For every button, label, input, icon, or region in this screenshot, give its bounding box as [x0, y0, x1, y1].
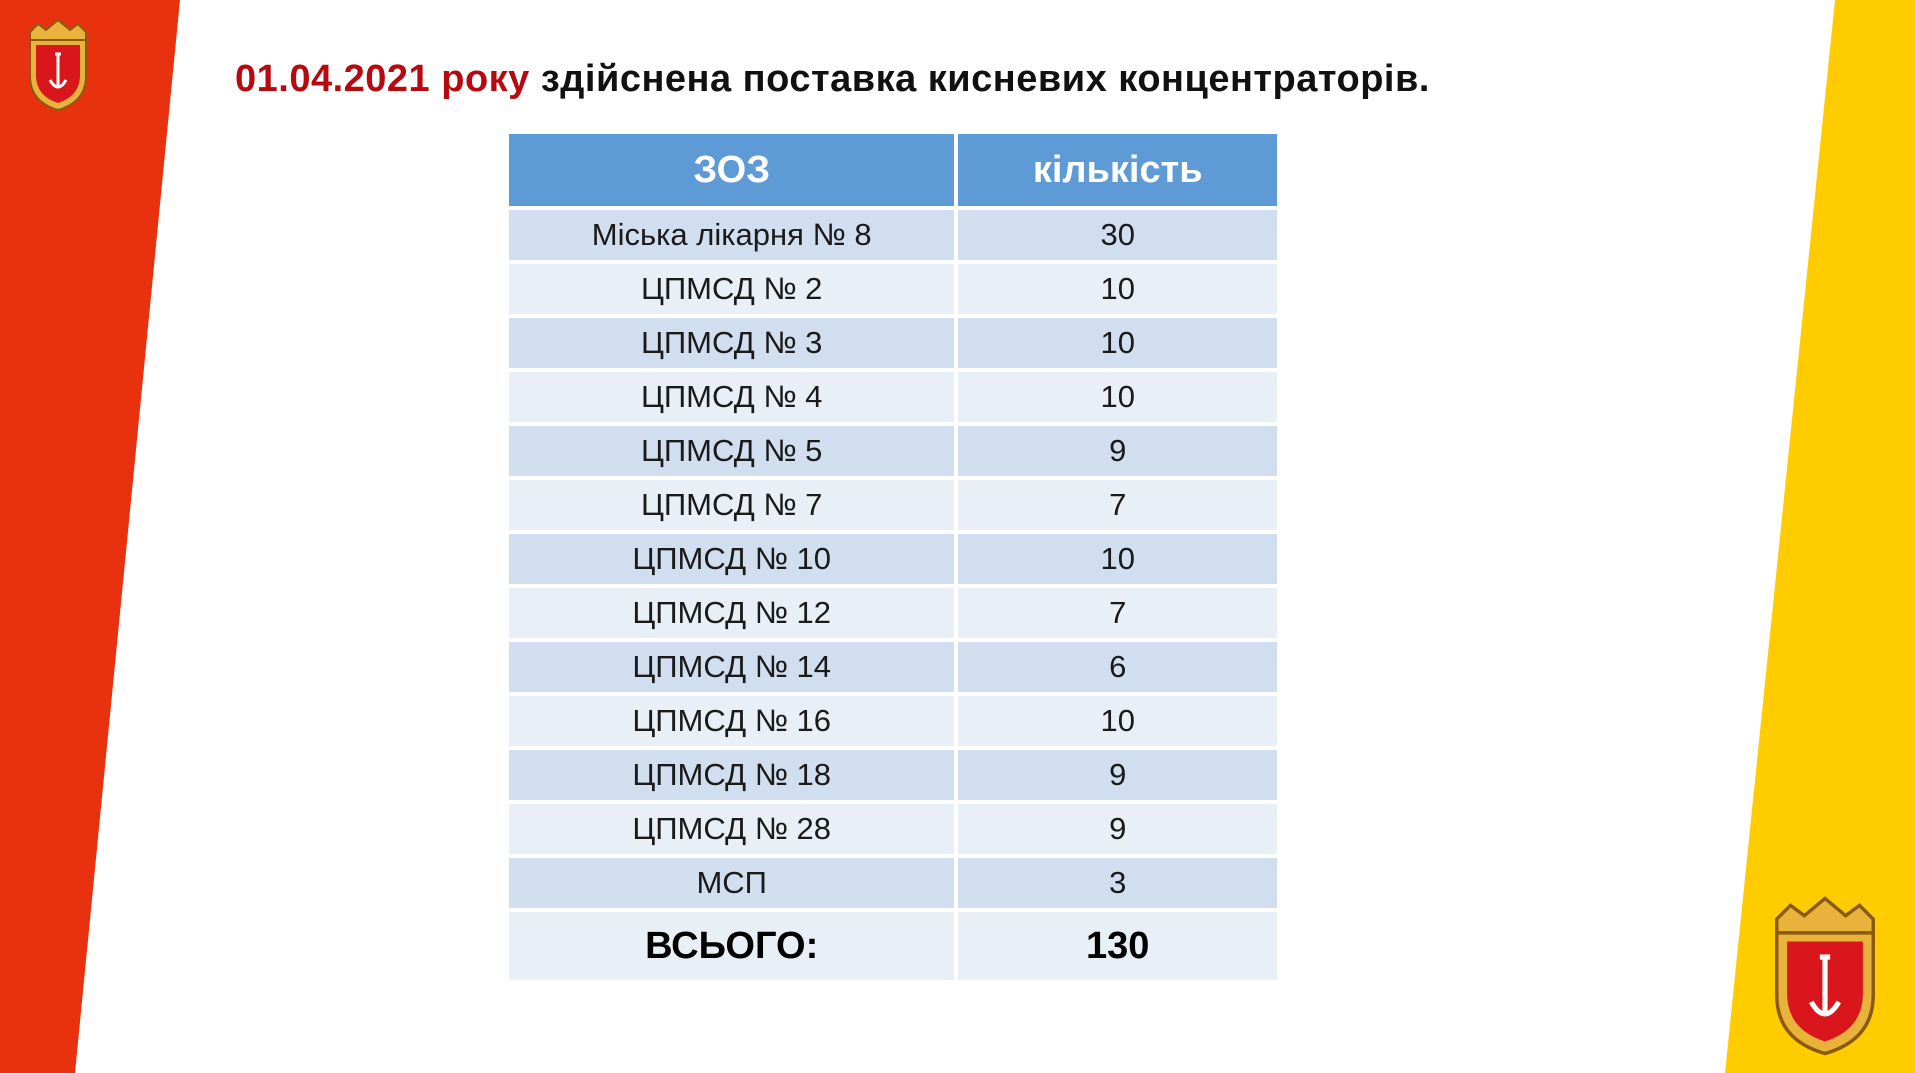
left-red-stripe — [0, 0, 180, 1073]
facility-cell: ЦПМСД № 12 — [507, 586, 956, 640]
title-text: здійснена поставка кисневих концентраторів. — [529, 58, 1430, 100]
table-row — [507, 856, 1279, 910]
quantity-cell: 30 — [956, 208, 1279, 262]
facility-cell: ЦПМСД № 2 — [507, 262, 956, 316]
page-title — [235, 58, 1635, 101]
quantity-cell: 10 — [956, 694, 1279, 748]
quantity-cell: 3 — [956, 856, 1279, 910]
facility-cell: ЦПМСД № 14 — [507, 640, 956, 694]
quantity-cell: 10 — [956, 262, 1279, 316]
facility-cell: МСП — [507, 856, 956, 910]
quantity-cell: 10 — [956, 316, 1279, 370]
facility-cell: ЦПМСД № 7 — [507, 478, 956, 532]
table-total-row — [507, 910, 1279, 982]
facility-cell: Міська лікарня № 8 — [507, 208, 956, 262]
table-row — [507, 370, 1279, 424]
facility-cell: ЦПМСД № 4 — [507, 370, 956, 424]
facility-cell: ЦПМСД № 10 — [507, 532, 956, 586]
table-row — [507, 694, 1279, 748]
table-row — [507, 262, 1279, 316]
odesa-coat-of-arms-icon — [22, 18, 94, 112]
quantity-cell: 9 — [956, 424, 1279, 478]
column-header-facility: ЗОЗ — [507, 132, 956, 208]
facility-cell: ЦПМСД № 5 — [507, 424, 956, 478]
table-row — [507, 424, 1279, 478]
quantity-cell: 7 — [956, 586, 1279, 640]
odesa-coat-of-arms-icon — [1760, 895, 1890, 1057]
column-header-quantity: кількість — [956, 132, 1279, 208]
table-row — [507, 208, 1279, 262]
table-row — [507, 532, 1279, 586]
quantity-cell: 9 — [956, 802, 1279, 856]
facility-cell: ЦПМСД № 16 — [507, 694, 956, 748]
table-row — [507, 640, 1279, 694]
quantity-cell: 9 — [956, 748, 1279, 802]
table-row — [507, 478, 1279, 532]
table-row — [507, 586, 1279, 640]
table-row — [507, 316, 1279, 370]
total-quantity: 130 — [956, 910, 1279, 982]
total-label: ВСЬОГО: — [507, 910, 956, 982]
facility-cell: ЦПМСД № 28 — [507, 802, 956, 856]
table-row — [507, 748, 1279, 802]
quantity-cell: 7 — [956, 478, 1279, 532]
delivery-table — [505, 130, 1281, 984]
facility-cell: ЦПМСД № 3 — [507, 316, 956, 370]
quantity-cell: 10 — [956, 532, 1279, 586]
table-row — [507, 802, 1279, 856]
title-date: 01.04.2021 року — [235, 58, 530, 100]
quantity-cell: 10 — [956, 370, 1279, 424]
facility-cell: ЦПМСД № 18 — [507, 748, 956, 802]
table-header-row — [507, 132, 1279, 208]
quantity-cell: 6 — [956, 640, 1279, 694]
